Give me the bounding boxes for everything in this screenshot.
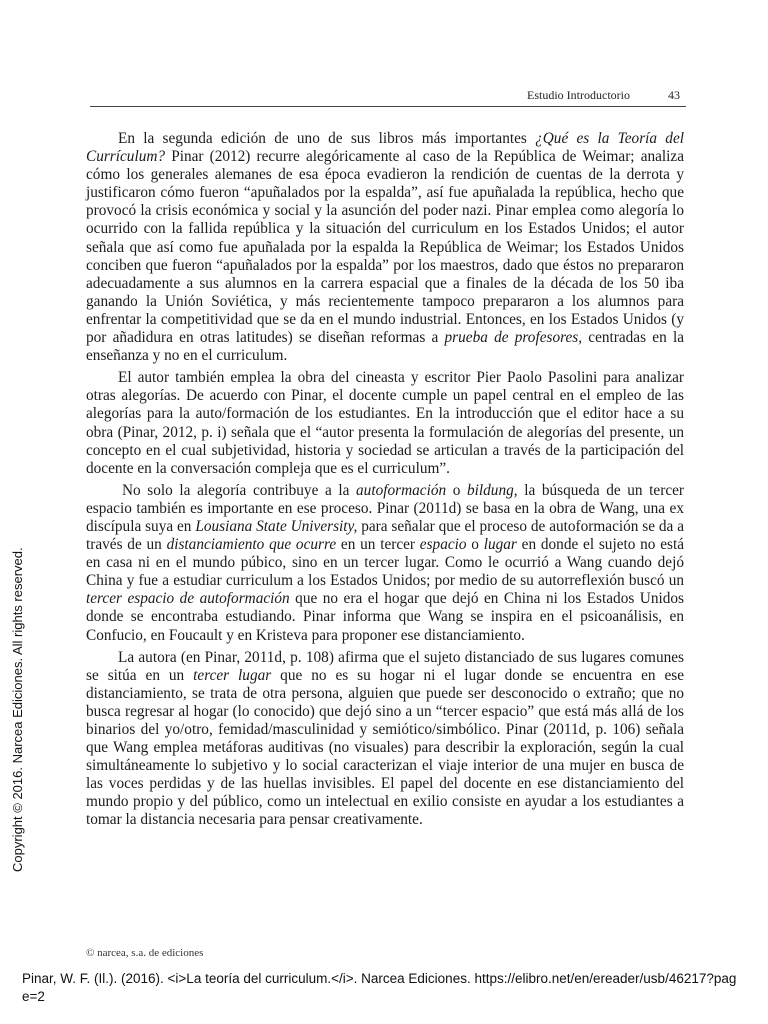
text-run: No solo la alegoría contribuye a la xyxy=(122,481,357,499)
publisher-footer: © narcea, s.a. de ediciones xyxy=(86,947,204,959)
side-copyright-notice: Copyright © 2016. Narcea Ediciones. All rights reserved. xyxy=(10,547,25,872)
italic-run: tercer lugar xyxy=(193,666,272,684)
italic-run: prueba de profesores, xyxy=(444,329,583,347)
italic-run: bildung, xyxy=(467,481,518,499)
text-run: en un tercer xyxy=(336,536,420,554)
paragraph-1 xyxy=(86,130,684,365)
text-run: que no es su hogar ni el lugar donde se encuentra en ese distanciamiento, se trata de otra persona, alguien que puede ser desconocido o extraño; que no busca regresar al hogar (lo conocido) que dejó sino a un “tercer espacio” que está más allá de los binarios del yo/otro, femidad/masculinidad y semiótico/simbólico. Pinar (2011d, p. 106) señala que Wang emplea metáforas auditivas (no visuales) para describir la exploración, según la cual simultáneamente lo subjetivo y lo social caracterizan el viaje interior de una mujer en busca de las voces perdidas y de las huellas invisibles. El papel del docente en ese distanciamiento del mundo propio y del público, como un intelectual en exilio consiste en ayudar a los estudiantes a tomar la distancia necesaria para pensar creativamente. xyxy=(86,666,684,829)
text-run: El autor también emplea la obra del cineasta y escritor Pier Paolo Pasolini para analizar otras alegorías. De acuerdo con Pinar, el docente cumple un papel central en el empleo de las alegorías para la auto/formación de los estudiantes. En la introducción que el editor hace a su obra (Pinar, 2012, p. i) señala que el “autor presenta la formulación de alegorías del presente, un concepto en el cual subjetividad, historia y sociedad se articulan a través de la participación del docente en la conversación compleja que es el curriculum”. xyxy=(86,369,684,477)
text-run: Pinar (2012) recurre alegóricamente al caso de la República de Weimar; analiza cómo los generales alemanes de esa época evadieron la rendición de cuentas de la derrota y justificaron cómo fueron “apuñalados por la espalda”, así fue apuñalada la república, hecho que provocó la crisis económica y social y la asunción del poder nazi. Pinar emplea como alegoría lo ocurrido con la fallida república y la situación del curriculum en los Estados Unidos; el autor señala que así como fue apuñalada por la espalda la República de Weimar; los Estados Unidos conciben que fueron “apuñalados por la espalda” por los maestros, dado que éstos no prepararon adecuadamente a sus alumnos en la carrera espacial que a finales de la década de los 50 iba ganando la Unión Soviética, y más recientemente tampoco prepararon a los alumnos para enfrentar la competitividad que se da en el mundo industrial. Entonces, en los Estados Unidos (y por añadidura en otras latitudes) se diseñan reformas a xyxy=(86,148,684,347)
text-run: en donde el sujeto no está en casa ni en el mundo púbico, sino en un tercer lugar. Como le ocurrió a Wang cuando dejó China y fue a estudiar curriculum a los Estados Unidos; por medio de su autorreflexión buscó un xyxy=(86,536,685,590)
italic-run: lugar xyxy=(483,536,517,554)
text-run: o xyxy=(466,536,484,554)
italic-run: distanciamiento que ocurre xyxy=(166,536,337,554)
running-header-title: Estudio Introductorio xyxy=(527,88,630,102)
text-run: La autora (en Pinar, 2011d, p. 108) afirma que el sujeto distanciado de sus lugares comunes se sitúa en un xyxy=(86,648,684,684)
text-run: la búsqueda de un tercer espacio también es importante en ese proceso. Pinar (2011d) se basa en la obra de Wang, una ex discípula suya en xyxy=(86,481,684,535)
text-run: centradas en la enseñanza y no en el curriculum. xyxy=(86,329,684,365)
running-header xyxy=(90,88,686,107)
italic-run: espacio xyxy=(419,536,467,554)
text-run: En la segunda edición de uno de sus libros más importantes xyxy=(118,130,536,147)
text-run: para señalar que el proceso de autoformación se da a través de un xyxy=(86,517,684,554)
italic-run: tercer espacio de autoformación xyxy=(86,590,290,608)
italic-run: Lousiana State University, xyxy=(195,517,358,535)
text-run: que no era el hogar que dejó en China ni los Estados Unidos donde se encontraba estudiando. Pinar informa que Wang se inspira en el psicoanálisis, en Confucio, en Foucault y en Kristeva para proponer ese distanciamiento. xyxy=(86,590,684,644)
citation-footer: Pinar, W. F. (Il.). (2016). <i>La teoría del curriculum.</i>. Narcea Ediciones. https://elibro.net/en/ereader/usb/46217?page=2 xyxy=(22,971,737,1004)
page-number: 43 xyxy=(668,88,680,102)
paragraph-2 xyxy=(86,369,684,478)
paragraph-3 xyxy=(86,482,684,645)
paragraph-4 xyxy=(86,649,684,830)
italic-run: autoformación xyxy=(356,481,447,499)
body-text xyxy=(86,130,684,834)
text-run: o xyxy=(446,481,467,499)
italic-run: ¿Qué es la Teoría del Currículum? xyxy=(86,130,684,166)
